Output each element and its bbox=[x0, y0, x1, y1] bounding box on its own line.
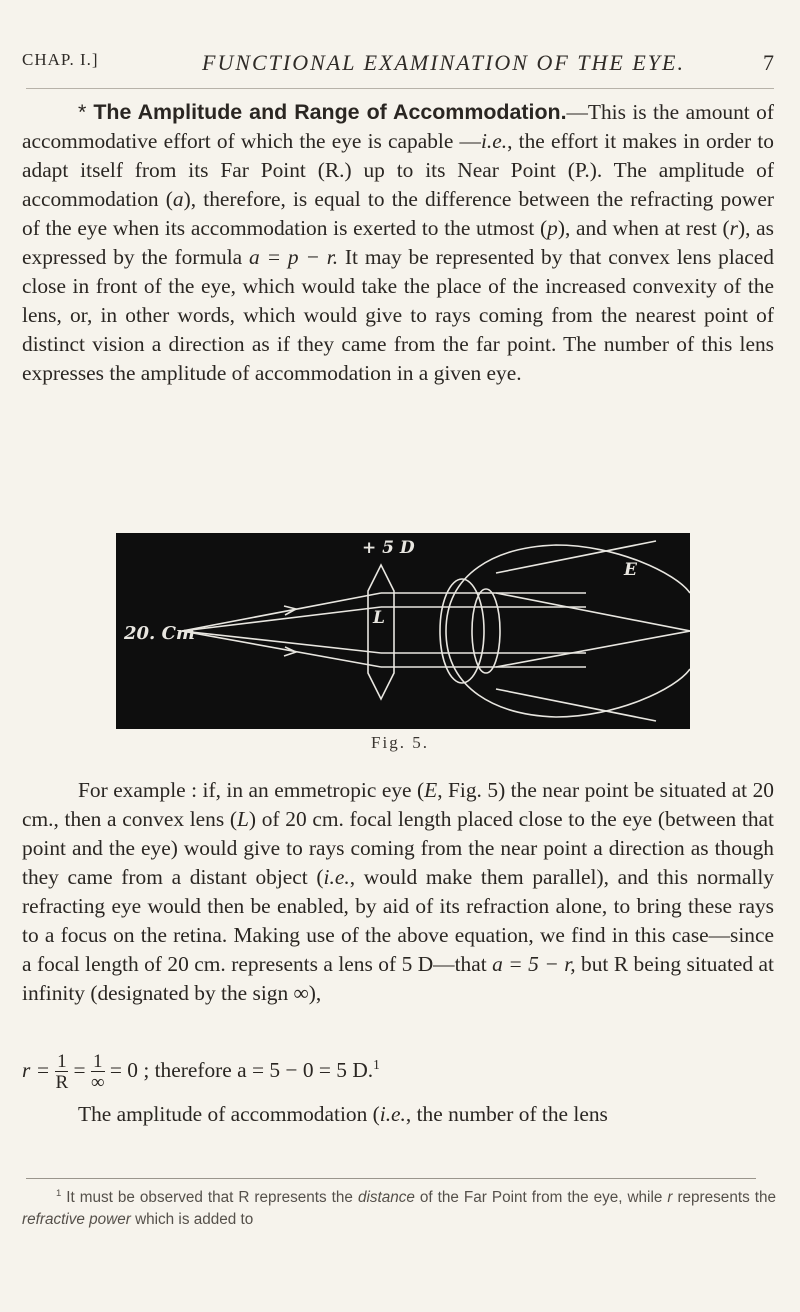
footnote-mark: 1 bbox=[56, 1187, 62, 1199]
running-head bbox=[22, 50, 774, 76]
footnote-reference[interactable]: 1 bbox=[373, 1056, 380, 1072]
running-title: FUNCTIONAL EXAMINATION OF THE EYE. bbox=[202, 50, 685, 75]
footnote-rule bbox=[26, 1178, 756, 1179]
footnote-star: * bbox=[78, 100, 87, 124]
formula-inline: a = p − r. bbox=[249, 245, 339, 269]
section-paragraph: * The Amplitude and Range of Accommodation.—This is the amount of accommodative effort of which the eye is capable —i.e., the effort it makes in order to adapt itself from its Far Point (R.) up to its Near Point (P.). The amplitude of accommodation (a), therefore, is equal to the difference between the refracting power of the eye when its accommodation is exerted to the utmost (p), and when at rest (r), as expressed by the formula a = p − r. It may be represented by that convex lens placed close in front of the eye, which would take the place of the increased convexity of the lens, or, in other words, which would give to rays coming from the nearest point of distinct vision a direction as if they came from the far point. The number of this lens expresses the amplitude of accommodation in a given eye. bbox=[22, 100, 774, 385]
fraction-one-over-infinity: $\frac{1}{\infty}$ bbox=[90, 1051, 105, 1093]
display-formula: r = $\frac{1}{R}$ = $\frac{1}{\infty}$ = 0 ; therefore a = 5 − 0 = 5 D.$^1$ bbox=[22, 1051, 380, 1093]
figure-5-diagram bbox=[116, 533, 690, 729]
lens-eye-diagram bbox=[116, 533, 690, 729]
lens-label: L bbox=[373, 608, 385, 628]
equation-inline: a = 5 − r, bbox=[492, 952, 576, 976]
section-heading: * The Amplitude and Range of Accommodation. bbox=[78, 100, 567, 124]
fraction-one-over-r: $\frac{1}{R}$ bbox=[55, 1051, 69, 1093]
lens-power-label: + 5 D bbox=[362, 538, 415, 558]
closing-paragraph: The amplitude of accommodation (i.e., the number of the lens bbox=[78, 1102, 608, 1126]
header-rule bbox=[26, 88, 774, 89]
eye-label: E bbox=[624, 560, 637, 580]
example-paragraph: For example : if, in an emmetropic eye (E, Fig. 5) the near point be situated at 20 cm., then a convex lens (L) of 20 cm. focal length placed close to the eye (between that point and the eye) would give to rays coming from the near point a direction as though they came from a distant object (i.e., would make them parallel), and this normally refracting eye would then be enabled, by aid of its refraction alone, to bring these rays to a focus on the retina. Making use of the above equation, we find in this case—since a focal length of 20 cm. represents a lens of 5 D—that a = 5 − r, but R being situated at infinity (designated by the sign ∞), bbox=[22, 778, 774, 1005]
distance-label: 20. Cm bbox=[124, 623, 195, 644]
page-number: 7 bbox=[763, 50, 774, 75]
footnote: $^1$ It must be observed that R represents the distance of the Far Point from the eye, while r represents the refractive power which is added to bbox=[22, 1187, 776, 1228]
figure-background bbox=[116, 533, 690, 729]
figure-caption: Fig. 5. bbox=[371, 733, 429, 752]
chapter-marker: CHAP. I.] bbox=[22, 50, 99, 69]
